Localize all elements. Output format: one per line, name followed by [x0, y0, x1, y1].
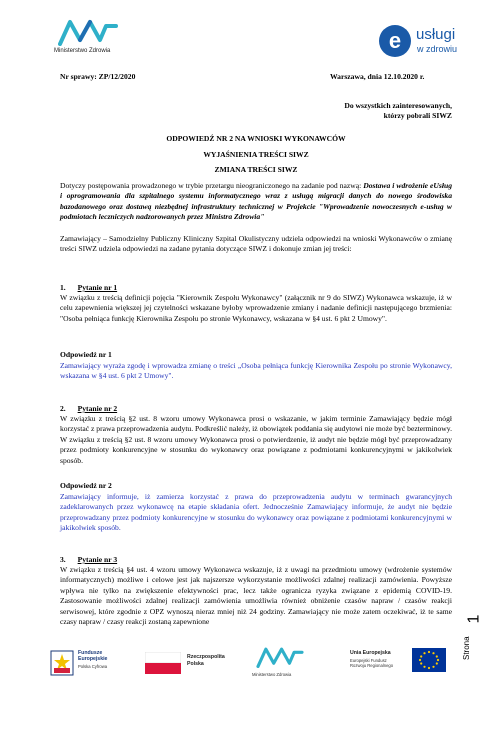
title-line: ODPOWIEDŹ NR 2 NA WNIOSKI WYKONAWCÓW — [166, 134, 346, 143]
eu-logo-title: usługi — [416, 26, 456, 43]
answer-label: Odpowiedź nr 2 — [60, 481, 112, 490]
mz-logo-icon — [255, 646, 305, 668]
mz-logo-caption: Ministerstwo Zdrowia — [54, 48, 111, 54]
case-number: Nr sprawy: ZP/12/2020 — [60, 72, 136, 81]
fe-title-line: Fundusze — [78, 650, 103, 656]
mz-footer-logo — [250, 644, 310, 688]
question-label: Pytanie nr 3 — [77, 555, 118, 564]
question-number: 2. — [60, 404, 66, 413]
question-label: Pytanie nr 2 — [77, 404, 118, 413]
page-label: Strona — [462, 636, 471, 660]
e-letter-icon — [378, 24, 412, 58]
mz-footer-caption: Ministerstwo Zdrowia — [252, 672, 292, 677]
mz-logo-icon — [58, 18, 118, 46]
fe-subtitle: Polska Cyfrowa — [78, 664, 108, 669]
question-body: W związku z treścią definicji pojęcia "Kierownik Zespołu Wykonawcy" (załącznik nr 9 do SIWZ) Wykonawca wskazuje, iż w celu zapewnienia większej jej czytelności wskazane byłoby wprowadzenie zmiany i nadanie definicji następującego brzmienia: "Osoba pełniąca funkcję Kierownika Zespołu po stronie Wykonawcy, wskazana w §4 ust. 6 pkt 2 Umowy". — [60, 293, 452, 323]
footer-logos — [50, 640, 450, 692]
ue-title: Unia Europejska — [350, 650, 391, 656]
question-label: Pytanie nr 1 — [77, 283, 118, 292]
recipient-line: którzy pobrali SIWZ — [383, 111, 452, 121]
recipients — [300, 101, 452, 122]
svg-text:e: e — [388, 28, 402, 53]
recipient-line: Do wszystkich zainteresowanych, — [344, 101, 452, 110]
eu-uslugi-logo — [378, 22, 474, 62]
page-indicator — [462, 636, 486, 730]
title-line: WYJAŚNIENIA TREŚCI SIWZ — [203, 149, 309, 159]
place-date: Warszawa, dnia 12.10.2020 r. — [330, 72, 425, 81]
document-titles — [60, 131, 452, 178]
rzeczpospolita-logo — [145, 650, 235, 682]
ue-subtitle-line: Rozwoju Regionalnego — [350, 663, 394, 668]
answer-label: Odpowiedź nr 1 — [60, 350, 112, 359]
ministry-logo — [50, 18, 122, 62]
question-body: W związku z treścią §4 ust. 4 wzoru umowy Wykonawca wskazuje, iż z uwagi na przedmiotu umowy (wdrożenie systemów informatycznych) możliwe i celowe jest jak najszersze wykorzystanie możliwości zdalnej realizacji zamówienia. Powyższe wpływa nie tylko na zwiększenie efektywności prac, lecz także ogranicza ryzyka związane z epidemią COVID-19. Zastosowanie możliwości zdalnej realizacji zamówienia umożliwia również obniżenie czasów napraw / czasów reakcji serwisowej, które zgodnie z OPZ wynoszą nieraz mniej niż 24 godziny. Zamawiający nie może zatem oczekiwać, iż te same czasy napraw / czasy reakcji zostaną zapewnione — [60, 565, 452, 627]
question-heading — [60, 555, 117, 565]
eu-logo-subtitle: w zdrowiu — [417, 44, 458, 54]
question-body: W związku z treścią §2 ust. 8 wzoru umowy Wykonawca prosi o wskazanie, w jakim terminie Zamawiający będzie mógł korzystać z prawa przeprowadzenia audytu. Podkreślić należy, iż obowiązek poddania się audytowi nie może być bezterminowy. W związku z treścią §2 ust. 8 wzoru umowy Wykonawca prosi o potwierdzenie, iż audyt nie będzie mógł być przeprowadzany przez podmioty konkurencyjne w stosunku do wykonawcy oraz powiązane z podmiotami konkurencyjnymi w jakikolwiek sposób. — [60, 414, 452, 465]
question-number: 1. — [60, 283, 66, 292]
eu-flag-icon — [412, 648, 446, 672]
fundusze-europejskie-logo — [50, 648, 130, 684]
question-number: 3. — [60, 555, 66, 564]
polish-flag-icon — [145, 652, 181, 674]
ue-subtitle-line: Europejski Fundusz — [350, 658, 387, 663]
fe-star-icon — [50, 650, 74, 676]
question-heading — [60, 404, 117, 414]
rp-title-line: Polska — [187, 661, 204, 667]
rp-title-line: Rzeczpospolita — [187, 654, 225, 660]
unia-europejska-logo — [350, 646, 460, 686]
page-number: 1 — [465, 614, 483, 624]
intro-lead: Dotyczy postępowania prowadzonego w trybie przetargu nieograniczonego na zadanie pod nazwą: — [60, 181, 364, 190]
answer-body: Zamawiający wyraża zgodę i wprowadza zmianę o treści „Osoba pełniąca funkcję Kierownika Zespołu po stronie Wykonawcy, wskazana w §4 ust. 6 pkt 2 Umowy". — [60, 361, 452, 381]
lead-paragraph: Zamawiający – Samodzielny Publiczny Kliniczny Szpital Okulistyczny udziela odpowiedzi na wnioski Wykonawców o zmianę treści SIWZ udziela odpowiedzi na zadane pytania dotyczące SIWZ i dokonuje zmian jej treści: — [60, 234, 452, 254]
fe-title-line: Europejskie — [78, 656, 108, 662]
intro-title: Dostawa i wdrożenie eUsług i oprogramowania dla szpitalnego systemu informatycznego wraz z usługą migracji danych do nowego środowiska bazodanowego oraz dostawą niezbędnej infrastruktury technicznej w Projekcie "Wprowadzenie nowoczesnych e-usług w podmiotach leczniczych nadzorowanych przez Ministra Zdrowia" — [60, 181, 452, 222]
intro-paragraph — [60, 181, 452, 223]
title-line: ZMIANA TREŚCI SIWZ — [214, 165, 298, 174]
question-heading — [60, 283, 117, 293]
answer-body: Zamawiający informuje, iż zamierza korzystać z prawa do przeprowadzenia audytu w terminach gwarancyjnych zadeklarowanych przez wykonawcę na etapie składania ofert. Jednocześnie Zamawiający informuje, że audyt nie będzie przeprowadzany przez podmioty konkurencyjne w stosunku do wykonawcy oraz powiązane z podmiotami konkurencyjnymi w jakikolwiek sposób. — [60, 492, 452, 533]
